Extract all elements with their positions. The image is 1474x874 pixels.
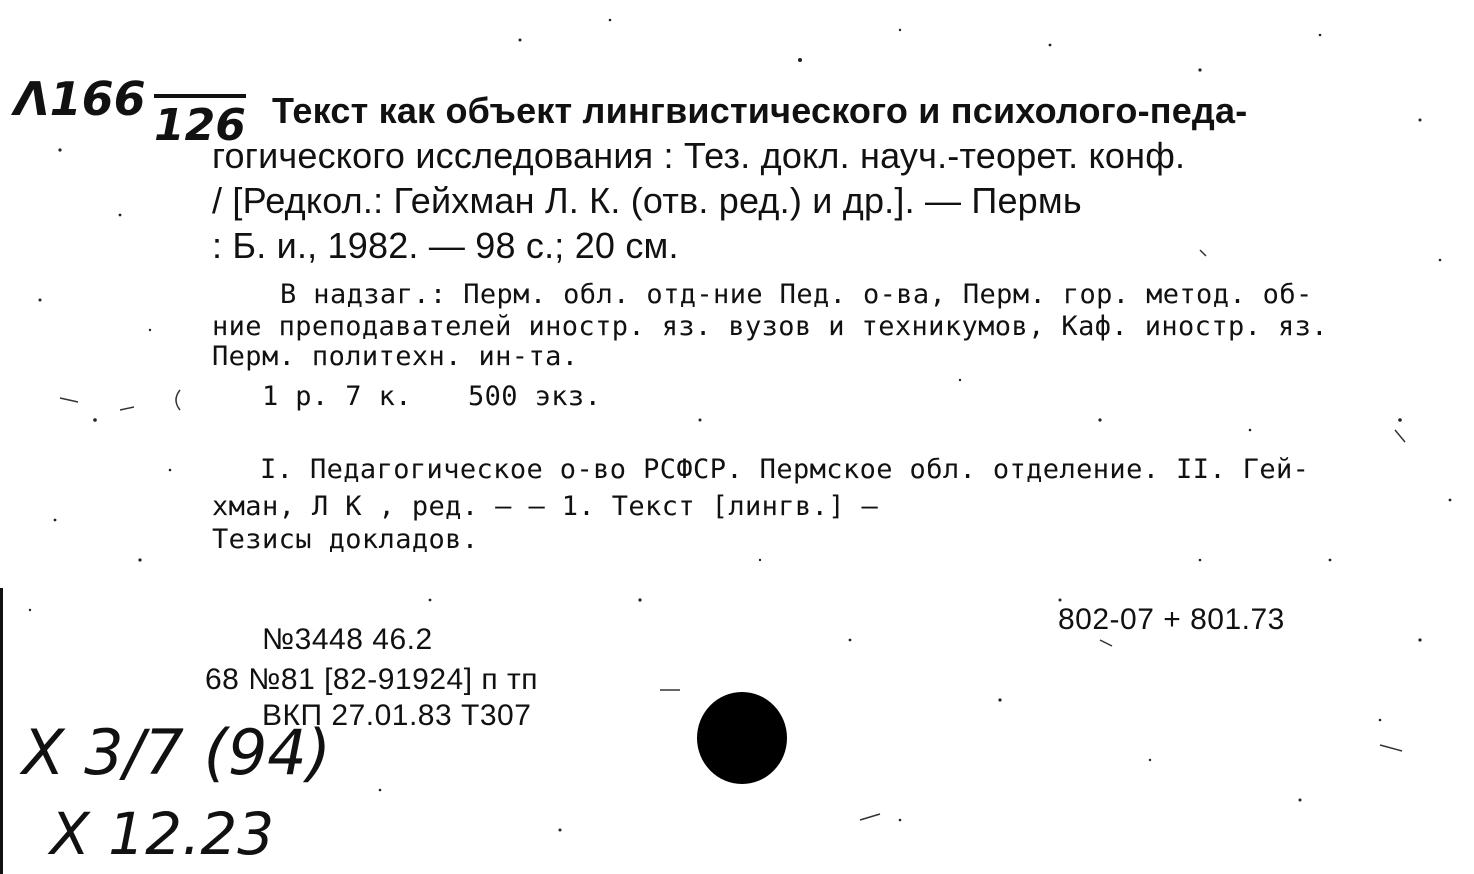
price: 1 р. 7 к. bbox=[262, 381, 412, 412]
tracing-line-3: Тезисы докладов. bbox=[212, 524, 479, 555]
title-line-4: : Б. и., 1982. — 98 с.; 20 см. bbox=[212, 225, 679, 266]
imprint-line-2: 68 №81 [82-91924] п тп bbox=[205, 663, 538, 696]
shelfmark-left: Λ166 bbox=[14, 72, 146, 126]
note-line-3: Перм. политехн. ин-та. bbox=[212, 341, 579, 372]
card-edge bbox=[0, 588, 3, 874]
title-block bbox=[212, 88, 1382, 268]
tracing-line-2: хман, Л К , ред. — — 1. Текст [лингв.] — bbox=[212, 491, 879, 522]
note-line-2: ние преподавателей иностр. яз. вузов и техникумов, Каф. иностр. яз. bbox=[212, 311, 1328, 342]
imprint-line-1: №3448 46.2 bbox=[262, 623, 433, 656]
handwritten-line-2: Х 12.23 bbox=[50, 800, 275, 868]
shelfmark-number: 126 bbox=[154, 94, 246, 151]
copies: 500 экз. bbox=[468, 381, 602, 412]
punch-hole bbox=[697, 692, 787, 784]
title-line-2: гогического исследования : Тез. докл. науч.-теорет. конф. bbox=[212, 135, 1186, 176]
title-line-3: / [Редкол.: Гейхман Л. К. (отв. ред.) и др.]. — Пермь bbox=[212, 180, 1082, 221]
title-line-1: Текст как объект лингвистического и психолого-педа- bbox=[272, 90, 1248, 131]
imprint-line-3: ВКП 27.01.83 Т307 bbox=[262, 699, 532, 732]
note-line-1: В надзаг.: Перм. обл. отд-ние Пед. о-ва, Перм. гор. метод. об- bbox=[280, 279, 1313, 310]
tracing-line-1: I. Педагогическое о-во РСФСР. Пермское обл. отделение. II. Гей- bbox=[260, 454, 1310, 485]
classification: 802-07 + 801.73 bbox=[1058, 603, 1285, 636]
handwritten-line-1: Х 3/7 (94) bbox=[22, 716, 331, 789]
